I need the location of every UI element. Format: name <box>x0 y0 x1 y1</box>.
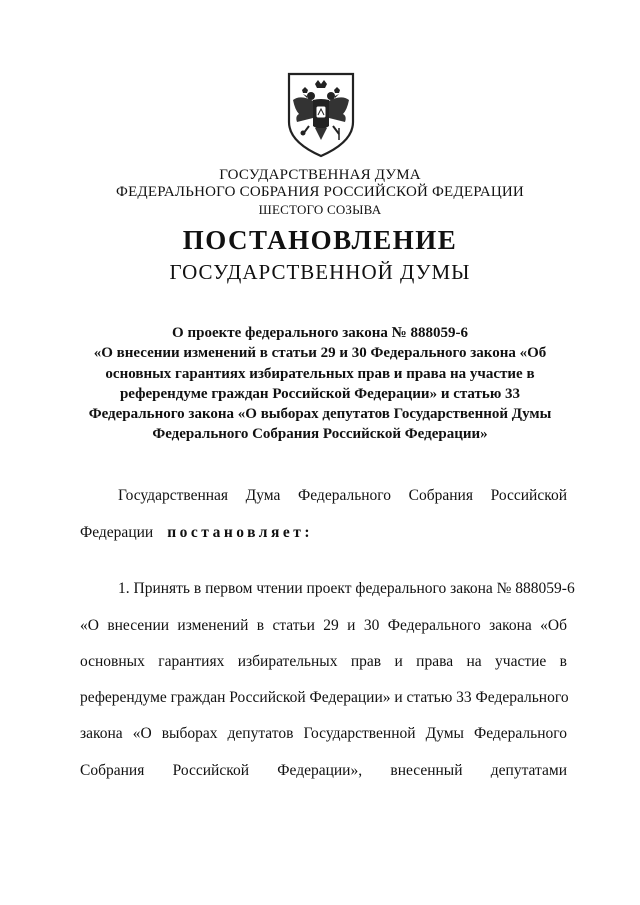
subject-line: основных гарантиях избирательных прав и права на участие в <box>105 365 535 382</box>
subject-line: референдуме граждан Российской Федерации» и статью 33 <box>119 385 521 402</box>
document-subject <box>60 323 580 445</box>
subject-line: Федерального закона «О выборах депутатов Государственной Думы <box>88 406 552 423</box>
resolves-verb: постановляет: <box>167 524 314 541</box>
header-duma: ГОСУДАРСТВЕННАЯ ДУМА <box>219 167 421 183</box>
item1-line: 1. Принять в первом чтении проект федерального закона № 888059-6 <box>118 580 575 597</box>
header-convocation: ШЕСТОГО СОЗЫВА <box>258 202 382 217</box>
intro-line: Государственная Дума Федерального Собрания Российской <box>118 487 567 504</box>
subject-line: О проекте федерального закона № 888059-6 <box>172 325 468 341</box>
document-subtitle: ГОСУДАРСТВЕННОЙ ДУМЫ <box>169 260 471 284</box>
item1-line: закона «О выборах депутатов Государственной Думы Федерального <box>80 725 567 742</box>
header-federal-assembly: ФЕДЕРАЛЬНОГО СОБРАНИЯ РОССИЙСКОЙ ФЕДЕРАЦИИ <box>116 184 524 200</box>
item1-line: референдуме граждан Российской Федерации» и статью 33 Федерального <box>80 689 569 706</box>
item1-line: «О внесении изменений в статьи 29 и 30 Федерального закона «Об <box>80 617 567 634</box>
subject-line: Федерального Собрания Российской Федерации» <box>152 426 488 443</box>
intro-resolution-line <box>80 523 567 543</box>
item1-line: Собрания Российской Федерации», внесенный депутатами <box>80 762 567 779</box>
document-title: ПОСТАНОВЛЕНИЕ <box>182 225 458 255</box>
item1-line: основных гарантиях избирательных прав и права на участие в <box>80 653 567 670</box>
intro-word: Федерации <box>80 524 154 541</box>
subject-line: «О внесении изменений в статьи 29 и 30 Федерального закона «Об <box>93 345 547 362</box>
coat-of-arms-icon <box>285 70 357 160</box>
